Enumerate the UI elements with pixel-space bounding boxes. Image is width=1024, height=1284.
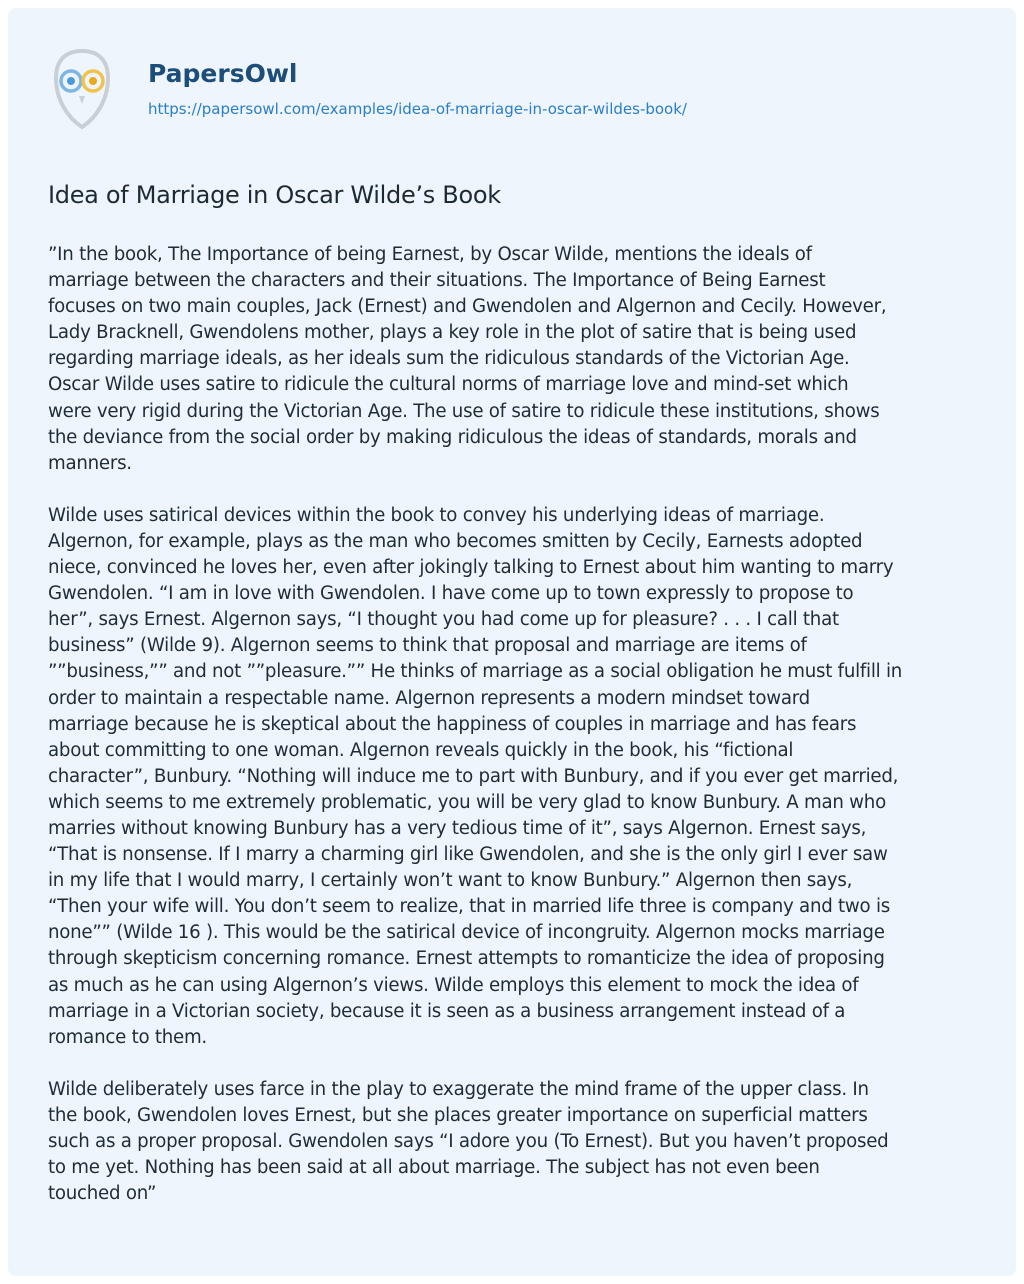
paragraph-line: Wilde deliberately uses farce in the play to exaggerate the mind frame of the upper class. In bbox=[48, 1078, 869, 1100]
paragraph-line: order to maintain a respectable name. Algernon represents a modern mindset toward bbox=[48, 687, 810, 709]
paragraph-line: romance to them. bbox=[48, 1026, 207, 1048]
paragraph-line: such as a proper proposal. Gwendolen says “I adore you (To Ernest). But you haven’t proposed bbox=[48, 1131, 889, 1152]
paragraph-line: marriage in a Victorian society, because it is seen as a business arrangement instead of a bbox=[48, 1000, 846, 1022]
paragraph-line: Wilde uses satirical devices within the book to convey his underlying ideas of marriage. bbox=[48, 504, 825, 526]
paragraph-line: Gwendolen. “I am in love with Gwendolen. I have come up to town expressly to propose to bbox=[48, 583, 854, 605]
paragraph-line: which seems to me extremely problematic, you will be very glad to know Bunbury. A man who bbox=[48, 791, 886, 813]
paragraph-line: regarding marriage ideals, as her ideals sum the ridiculous standards of the Victorian Age. bbox=[48, 348, 850, 370]
article-body bbox=[48, 242, 993, 1233]
paragraph-line: the book, Gwendolen loves Ernest, but she places greater importance on superficial matters bbox=[48, 1104, 868, 1126]
paragraph-line: to me yet. Nothing has been said at all about marriage. The subject has not even been bbox=[48, 1157, 820, 1179]
site-header bbox=[52, 48, 687, 130]
brand-name[interactable]: PapersOwl bbox=[148, 59, 298, 88]
paragraph-line: about committing to one woman. Algernon reveals quickly in the book, his “fictional bbox=[48, 739, 794, 761]
owl-logo-icon bbox=[52, 48, 112, 130]
paragraph-line: ””business,”” and not ””pleasure.”” He thinks of marriage as a social obligation he must fulfill in bbox=[48, 661, 903, 683]
paragraph-line: were very rigid during the Victorian Age. The use of satire to ridicule these institutions, shows bbox=[48, 400, 880, 422]
paragraph-line: Algernon, for example, plays as the man who becomes smitten by Cecily, Earnests adopted bbox=[48, 530, 863, 552]
paragraph-line: through skepticism concerning romance. Ernest attempts to romanticize the idea of proposing bbox=[48, 948, 885, 970]
paragraph-line: marriage because he is skeptical about the happiness of couples in marriage and has fears bbox=[48, 713, 857, 735]
paragraph-line: the deviance from the social order by making ridiculous the ideas of standards, morals and bbox=[48, 426, 857, 448]
paragraph-line: character”, Bunbury. “Nothing will induce me to part with Bunbury, and if you ever get married, bbox=[48, 765, 899, 787]
paragraph-line: as much as he can using Algernon’s views. Wilde employs this element to mock the idea of bbox=[48, 974, 859, 996]
brand-block bbox=[148, 59, 687, 119]
paragraph-line: marriage between the characters and their situations. The Importance of Being Earnest bbox=[48, 270, 826, 292]
paragraph-line: Oscar Wilde uses satire to ridicule the cultural norms of marriage love and mind-set which bbox=[48, 374, 849, 396]
paragraph-line: none”” (Wilde 16 ). This would be the satirical device of incongruity. Algernon mocks marriage bbox=[48, 922, 885, 944]
paragraph-line: her”, says Ernest. Algernon says, “I thought you had come up for pleasure? . . . I call that bbox=[48, 609, 839, 631]
page-card bbox=[8, 8, 1016, 1276]
paragraph bbox=[48, 1077, 993, 1207]
source-url-link[interactable]: https://papersowl.com/examples/idea-of-marriage-in-oscar-wildes-book/ bbox=[148, 100, 687, 118]
paragraph-line: “Then your wife will. You don’t seem to realize, that in married life three is company and two is bbox=[48, 896, 890, 918]
paragraph-line: Lady Bracknell, Gwendolens mother, plays a key role in the plot of satire that is being used bbox=[48, 322, 857, 344]
paragraph-line: marries without knowing Bunbury has a very tedious time of it”, says Algernon. Ernest says, bbox=[48, 817, 867, 839]
paragraph-line: manners. bbox=[48, 452, 132, 474]
paragraph-line: business” (Wilde 9). Algernon seems to think that proposal and marriage are items of bbox=[48, 635, 807, 657]
page-title: Idea of Marriage in Oscar Wilde’s Book bbox=[48, 181, 501, 209]
paragraph-line: in my life that I would marry, I certainly won’t want to know Bunbury.” Algernon then says, bbox=[48, 870, 853, 892]
paragraph bbox=[48, 503, 993, 1051]
paragraph bbox=[48, 242, 993, 477]
paragraph-line: touched on” bbox=[48, 1183, 157, 1205]
paragraph-line: focuses on two main couples, Jack (Ernest) and Gwendolen and Algernon and Cecily. However, bbox=[48, 296, 887, 318]
paragraph-line: “That is nonsense. If I marry a charming girl like Gwendolen, and she is the only girl I ever saw bbox=[48, 844, 888, 866]
paragraph-line: ”In the book, The Importance of being Earnest, by Oscar Wilde, mentions the ideals of bbox=[48, 244, 812, 265]
paragraph-line: niece, convinced he loves her, even after jokingly talking to Ernest about him wanting to marry bbox=[48, 557, 894, 579]
